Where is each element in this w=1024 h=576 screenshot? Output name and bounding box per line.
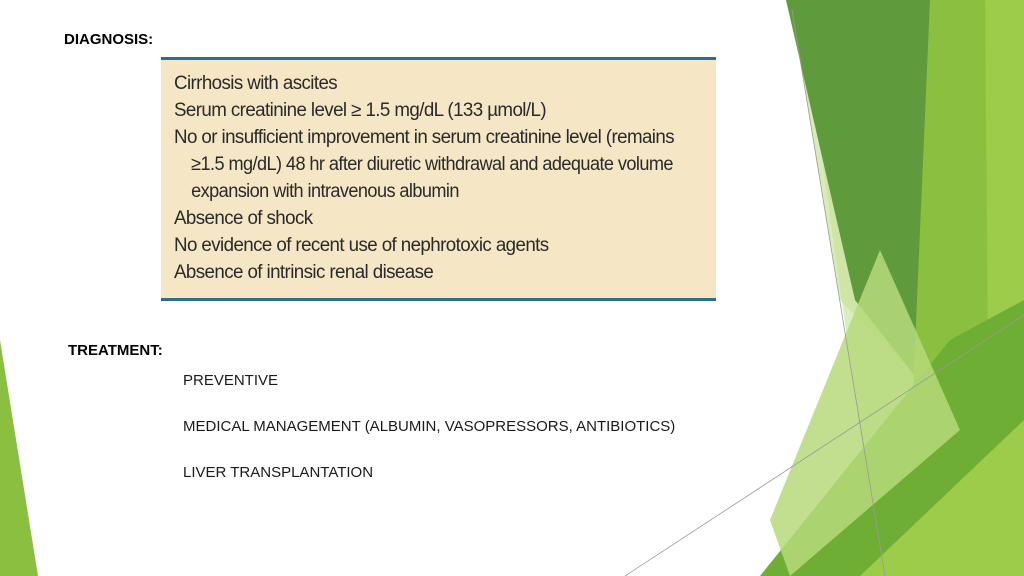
criteria-line: Absence of intrinsic renal disease [174,262,434,283]
criteria-line: No or insufficient improvement in serum creatinine level (remains [174,127,675,148]
left-green-sliver [0,340,38,576]
treatment-item: MEDICAL MANAGEMENT (ALBUMIN, VASOPRESSORS, ANTIBIOTICS) [183,418,676,435]
criteria-line: ≥1.5 mg/dL) 48 hr after diuretic withdrawal and adequate volume [191,154,673,175]
criteria-line: No evidence of recent use of nephrotoxic agents [174,235,549,256]
criteria-line: expansion with intravenous albumin [191,181,459,202]
diagnosis-heading: DIAGNOSIS: [64,31,154,48]
treatment-list [183,371,675,509]
criteria-line: Serum creatinine level ≥ 1.5 mg/dL (133 µmol/L) [174,100,546,121]
diagnostic-criteria-box [161,57,716,301]
treatment-item: PREVENTIVE [183,372,279,389]
criteria-line: Cirrhosis with ascites [174,73,338,94]
treatment-heading: TREATMENT: [68,342,163,359]
treatment-item: LIVER TRANSPLANTATION [183,464,374,481]
criteria-line: Absence of shock [174,208,313,229]
